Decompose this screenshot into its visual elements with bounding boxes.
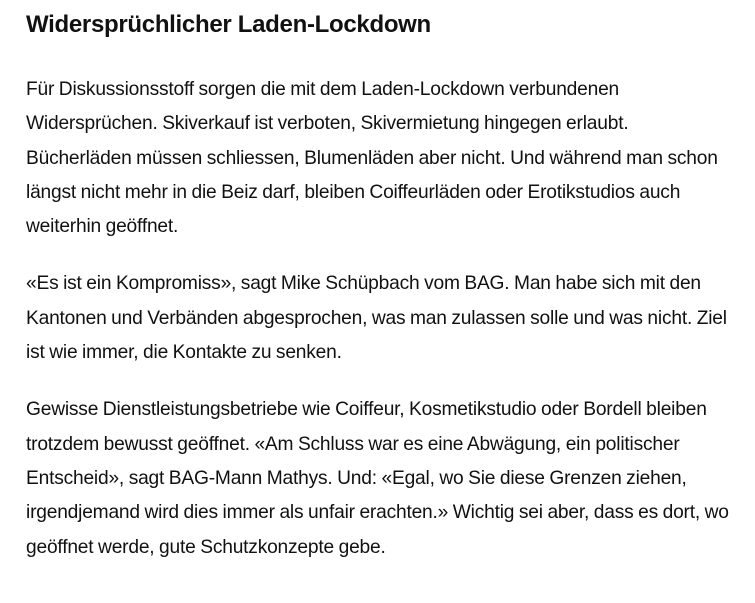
article-headline: Widersprüchlicher Laden-Lockdown [26,11,431,38]
article-paragraph-1: Für Diskussionsstoff sorgen die mit dem Laden-Lockdown verbundenen Widersprüchen. Skiverkauf ist verboten, Skivermietung hingegen erlaubt. Bücherläden müssen schliessen, Blumenläden aber nicht. Und während man schon längst nicht mehr in die Beiz darf, bleiben Coiffeurläden oder Erotikstudios auch weiterhin geöffnet. [26,79,718,238]
article-paragraph-2: «Es ist ein Kompromiss», sagt Mike Schüpbach vom BAG. Man habe sich mit den Kantonen und Verbänden abgesprochen, was man zulassen solle und was nicht. Ziel ist wie immer, die Kontakte zu senken. [26,273,727,364]
article-paragraph-3: Gewisse Dienstleistungsbetriebe wie Coiffeur, Kosmetikstudio oder Bordell bleiben trotzdem bewusst geöffnet. «Am Schluss war es eine Abwägung, ein politischer Entscheid», sagt BAG-Mann Mathys. Und: «Egal, wo Sie diese Grenzen ziehen, irgendjemand wird dies immer als unfair erachten.» Wichtig sei aber, dass es dort, wo geöffnet werde, gute Schutzkonzepte gebe. [26,399,729,558]
